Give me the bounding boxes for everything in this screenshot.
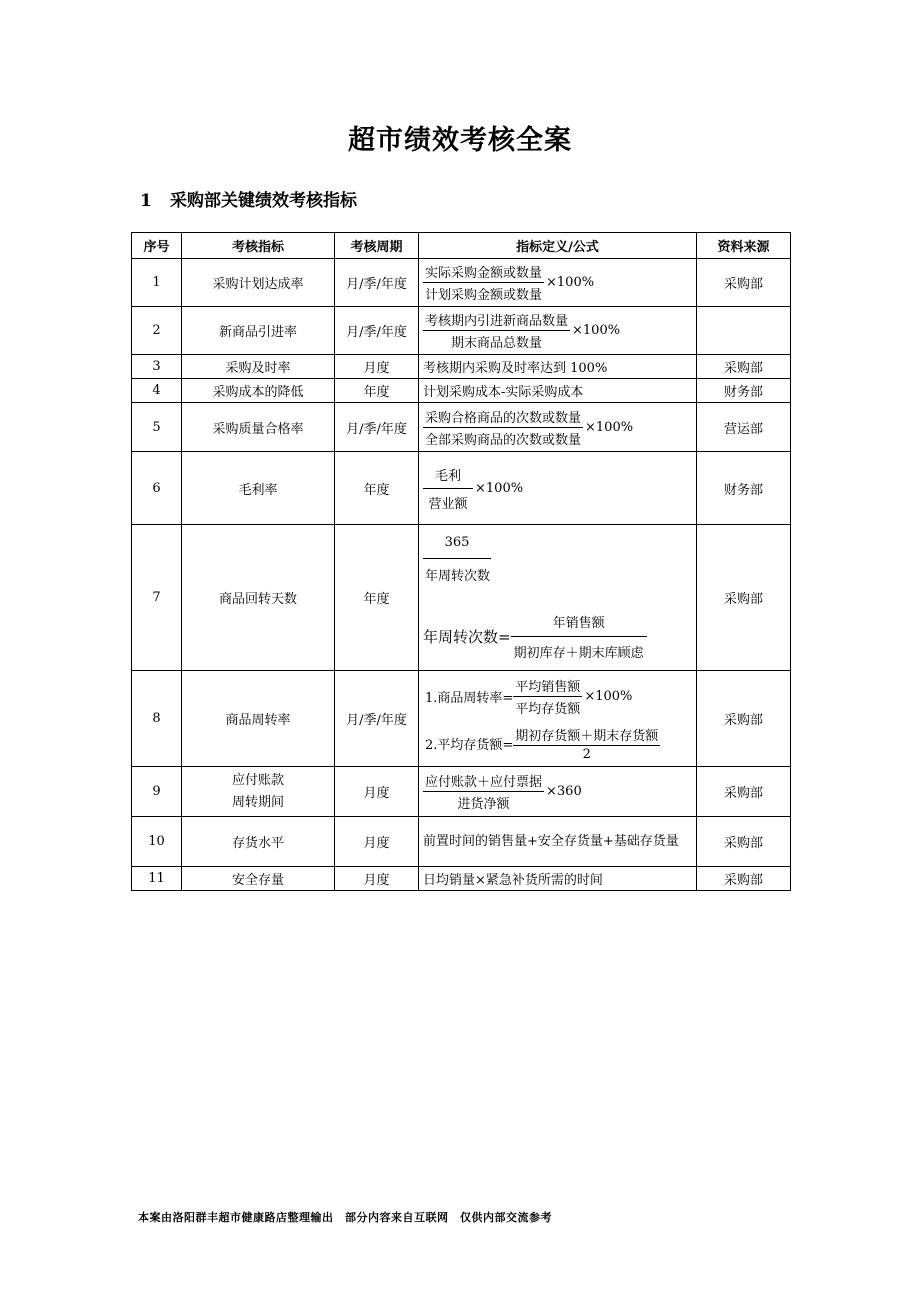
fraction <box>423 310 570 351</box>
table-row <box>132 671 791 767</box>
cell-indicator: 商品周转率 <box>182 671 335 767</box>
cell-source: 采购部 <box>697 259 791 307</box>
cell-no: 2 <box>132 307 182 355</box>
multiplier: ×100% <box>572 323 621 338</box>
numerator: 实际采购金额或数量 <box>423 262 544 283</box>
numerator: 考核期内引进新商品数量 <box>423 310 570 331</box>
cell-no: 10 <box>132 817 182 867</box>
cell-source: 营运部 <box>697 403 791 452</box>
cell-no: 9 <box>132 767 182 817</box>
cell-formula <box>419 767 697 817</box>
table-row <box>132 525 791 671</box>
kpi-table <box>131 232 791 891</box>
numerator: 采购合格商品的次数或数量 <box>423 407 583 428</box>
cell-source: 采购部 <box>697 817 791 867</box>
cell-formula <box>419 307 697 355</box>
cell-indicator: 采购质量合格率 <box>182 403 335 452</box>
indicator-line: 周转期间 <box>231 794 284 810</box>
denominator: 年周转次数 <box>425 568 491 584</box>
page-footer: 本案由洛阳群丰超市健康路店整理输出 部分内容来自互联网 仅供内部交流参考 <box>138 1211 552 1224</box>
table-row <box>132 452 791 525</box>
fraction <box>513 676 582 717</box>
cell-no: 6 <box>132 452 182 525</box>
cell-period: 月/季/年度 <box>335 671 419 767</box>
cell-no: 3 <box>132 355 182 379</box>
cell-source: 财务部 <box>697 452 791 525</box>
cell-source: 财务部 <box>697 379 791 403</box>
formula-label: 2.平均存货额= <box>425 737 514 753</box>
multiplier: ×100% <box>475 480 524 496</box>
cell-source: 采购部 <box>697 355 791 379</box>
cell-indicator: 采购成本的降低 <box>182 379 335 403</box>
cell-source: 采购部 <box>697 867 791 891</box>
formula-label: 1.商品周转率= <box>425 690 514 706</box>
cell-period: 年度 <box>335 452 419 525</box>
fraction <box>511 612 647 661</box>
cell-period: 年度 <box>335 379 419 403</box>
formula-label: 年周转次数= <box>423 627 511 646</box>
section-title: 采购部关键绩效考核指标 <box>170 191 357 211</box>
numerator: 平均销售额 <box>513 676 582 697</box>
table-row <box>132 403 791 452</box>
numerator: 毛利 <box>423 465 473 489</box>
cell-formula <box>419 452 697 525</box>
table-row <box>132 307 791 355</box>
indicator-line: 应付账款 <box>231 772 284 788</box>
header-period: 考核周期 <box>335 233 419 259</box>
cell-no: 5 <box>132 403 182 452</box>
table-row <box>132 379 791 403</box>
cell-source: 采购部 <box>697 767 791 817</box>
numerator: 年销售额 <box>511 612 647 637</box>
cell-period: 月度 <box>335 817 419 867</box>
section-number: 1 <box>140 191 152 211</box>
cell-formula <box>419 525 697 671</box>
numerator: 应付账款＋应付票据 <box>423 771 544 792</box>
denominator: 营业额 <box>428 496 468 512</box>
cell-period: 年度 <box>335 525 419 671</box>
cell-no: 11 <box>132 867 182 891</box>
cell-no: 8 <box>132 671 182 767</box>
cell-indicator: 采购计划达成率 <box>182 259 335 307</box>
multiplier: ×100% <box>546 275 595 290</box>
table-row <box>132 355 791 379</box>
cell-source: 采购部 <box>697 671 791 767</box>
cell-formula: 计划采购成本-实际采购成本 <box>419 379 697 403</box>
cell-formula: 日均销量×紧急补货所需的时间 <box>419 867 697 891</box>
cell-indicator: 采购及时率 <box>182 355 335 379</box>
cell-indicator: 商品回转天数 <box>182 525 335 671</box>
multiplier: ×360 <box>546 784 582 799</box>
denominator: 期初库存＋期末库顾虑 <box>513 645 644 661</box>
cell-indicator: 安全存量 <box>182 867 335 891</box>
cell-period: 月度 <box>335 355 419 379</box>
fraction <box>423 407 583 448</box>
header-indicator: 考核指标 <box>182 233 335 259</box>
formula-line <box>423 612 692 661</box>
cell-formula: 前置时间的销售量+安全存货量+基础存货量 <box>419 817 697 867</box>
header-no: 序号 <box>132 233 182 259</box>
cell-formula <box>419 403 697 452</box>
formula-line <box>425 725 692 762</box>
cell-period: 月/季/年度 <box>335 403 419 452</box>
multiplier: ×100% <box>585 419 634 435</box>
denominator: 计划采购金额或数量 <box>425 288 543 303</box>
document-title: 超市绩效考核全案 <box>348 125 572 156</box>
cell-no: 1 <box>132 259 182 307</box>
table-row <box>132 259 791 307</box>
cell-indicator: 毛利率 <box>182 452 335 525</box>
denominator: 平均存货额 <box>515 701 581 717</box>
formula-line <box>425 676 692 717</box>
cell-indicator: 存货水平 <box>182 817 335 867</box>
fraction <box>423 535 492 584</box>
fraction <box>423 262 544 303</box>
denominator: 进货净额 <box>457 797 510 812</box>
cell-no: 4 <box>132 379 182 403</box>
cell-period: 月/季/年度 <box>335 259 419 307</box>
cell-source <box>697 307 791 355</box>
cell-period: 月/季/年度 <box>335 307 419 355</box>
numerator: 期初存货额＋期末存货额 <box>513 725 660 746</box>
multiplier: ×100% <box>584 688 633 704</box>
cell-formula <box>419 671 697 767</box>
numerator: 365 <box>423 535 491 559</box>
fraction <box>423 465 473 512</box>
formula-line <box>423 535 692 584</box>
section-heading <box>140 186 357 211</box>
table-row <box>132 817 791 867</box>
cell-indicator <box>182 767 335 817</box>
cell-period: 月度 <box>335 767 419 817</box>
cell-formula <box>419 259 697 307</box>
cell-source: 采购部 <box>697 525 791 671</box>
table-header-row <box>132 233 791 259</box>
fraction <box>423 771 544 812</box>
cell-no: 7 <box>132 525 182 671</box>
cell-formula: 考核期内采购及时率达到 100% <box>419 355 697 379</box>
denominator: 期末商品总数量 <box>451 336 543 351</box>
header-formula: 指标定义/公式 <box>419 233 697 259</box>
cell-indicator: 新商品引进率 <box>182 307 335 355</box>
table-row <box>132 767 791 817</box>
cell-period: 月度 <box>335 867 419 891</box>
table-row <box>132 867 791 891</box>
denominator: 2 <box>582 746 591 762</box>
header-source: 资料来源 <box>697 233 791 259</box>
denominator: 全部采购商品的次数或数量 <box>425 432 582 448</box>
fraction <box>513 725 660 762</box>
